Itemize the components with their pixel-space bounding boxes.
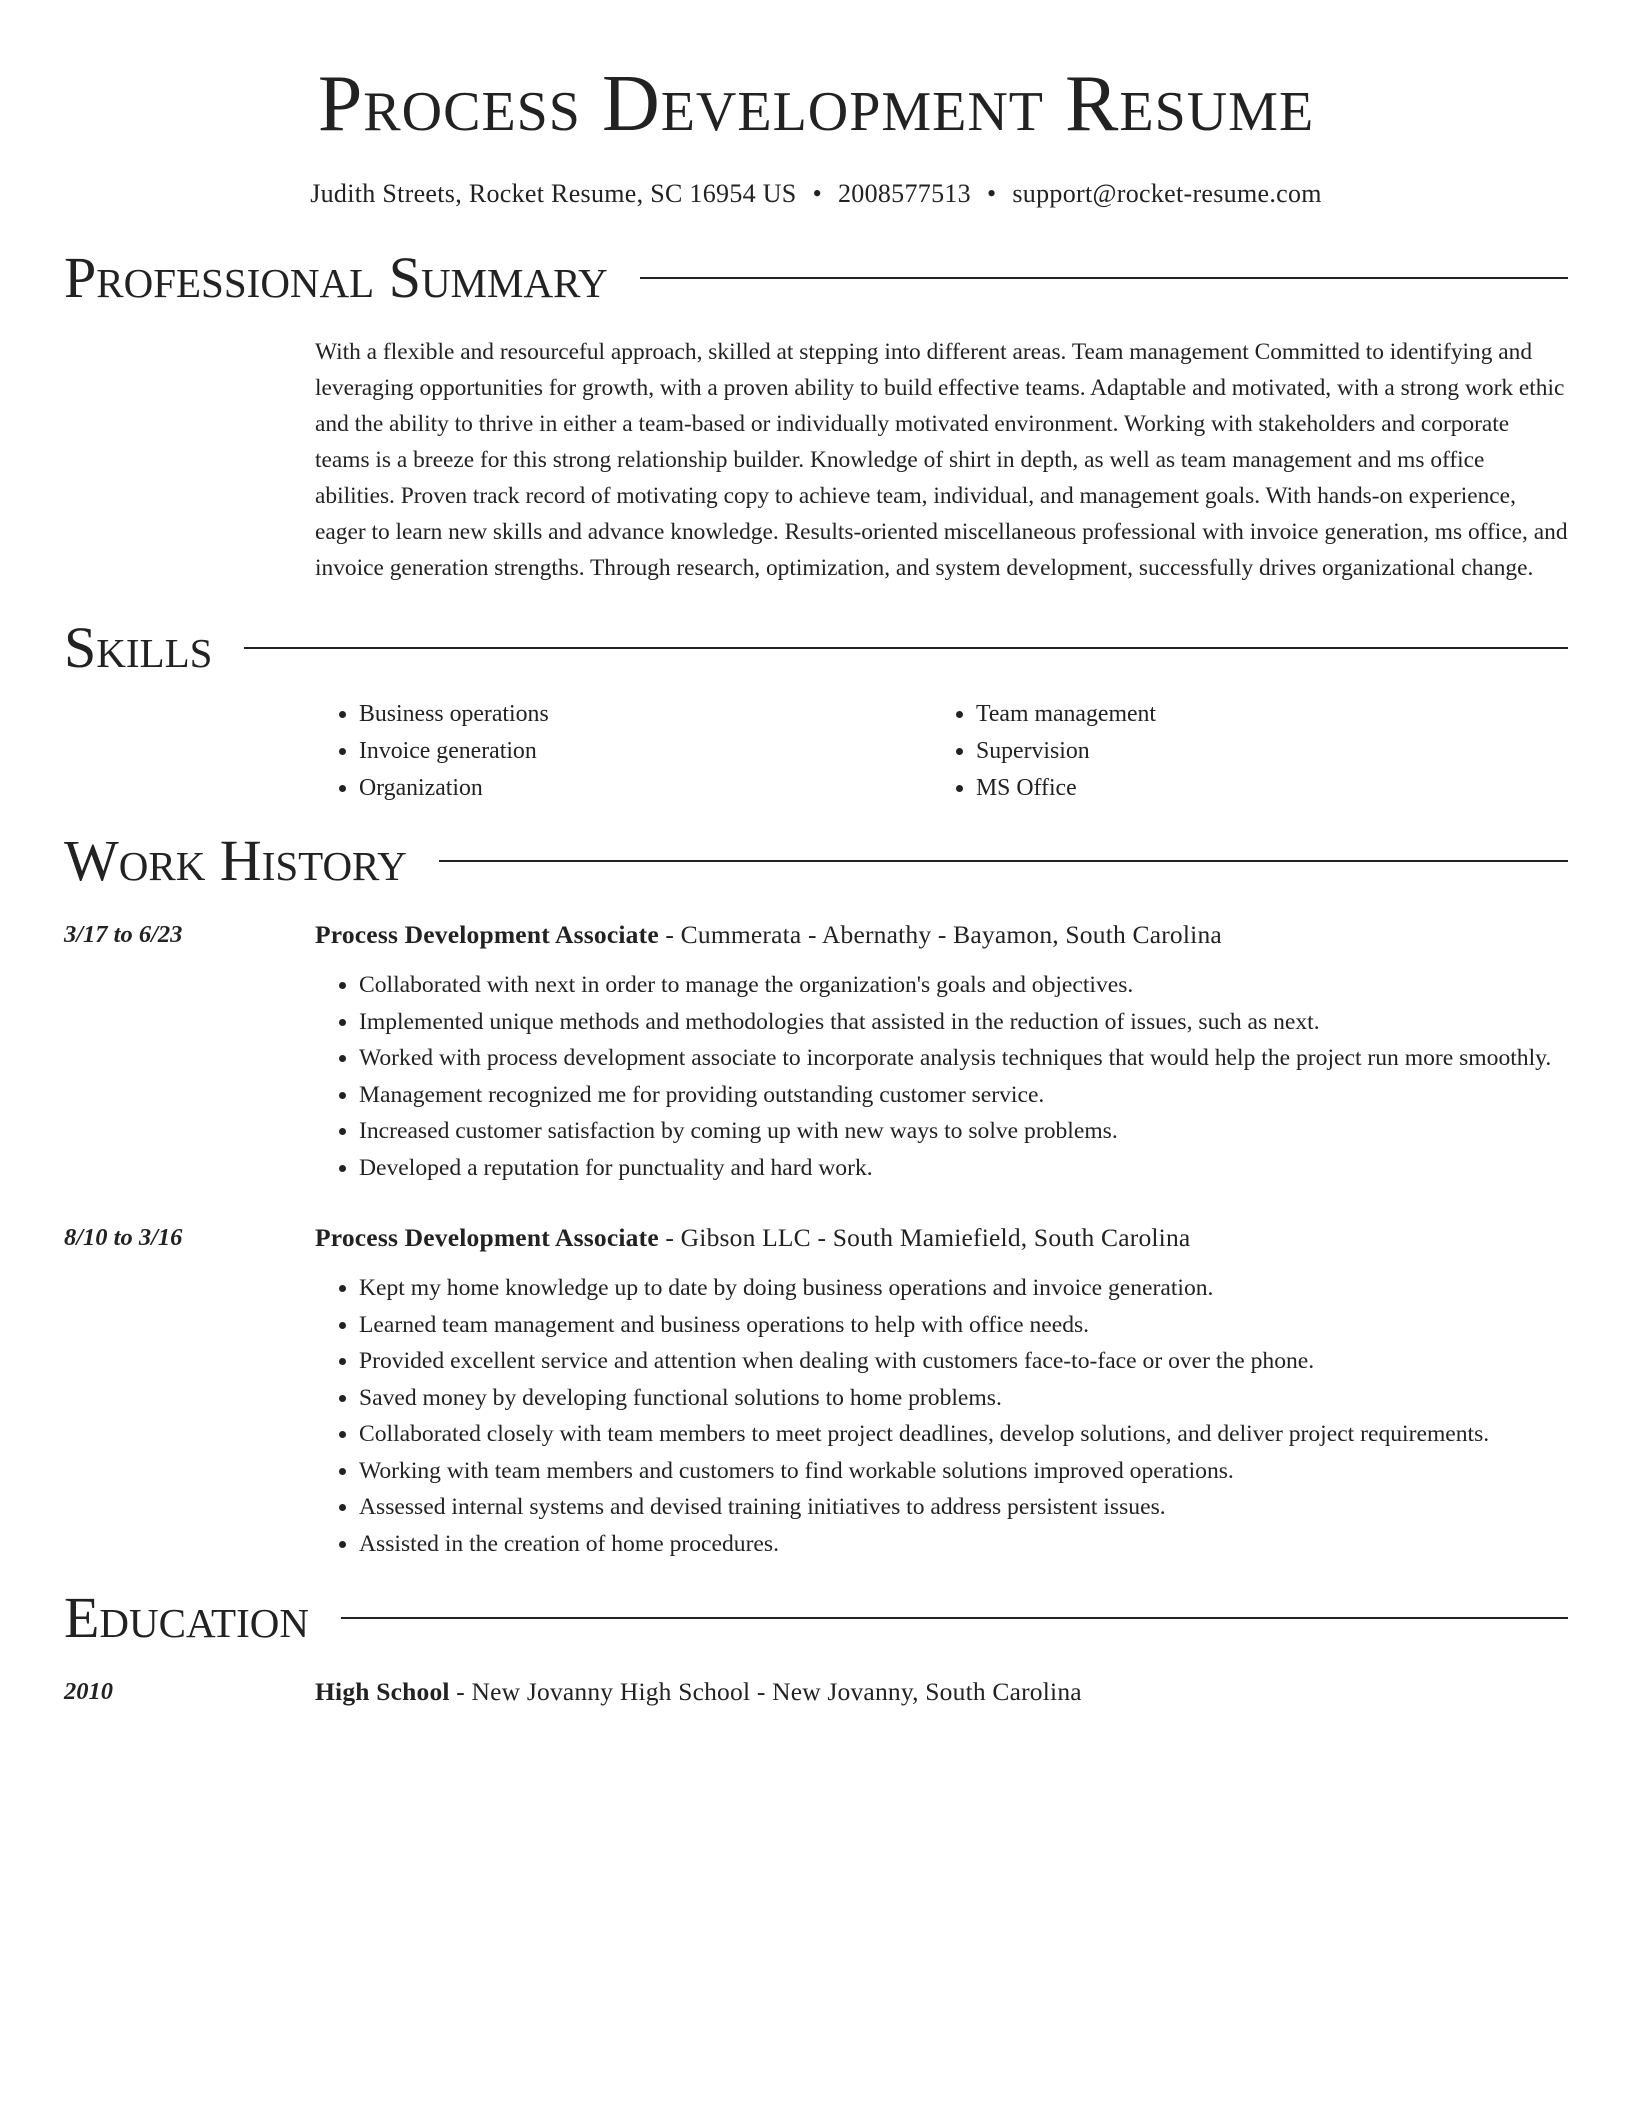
education-year: 2010 (64, 1678, 113, 1705)
contact-separator: • (812, 179, 822, 208)
work-title (315, 1220, 1568, 1256)
work-bullets (315, 967, 1568, 1186)
contact-email: support@rocket-resume.com (1012, 179, 1322, 208)
section-divider (439, 860, 1568, 862)
education-entry (64, 1674, 1568, 1710)
work-entry (64, 917, 1568, 1186)
resume-title: Process Development Resume (317, 60, 1315, 148)
section-heading-work: Work History (64, 828, 407, 893)
work-bullet: • Kept my home knowledge up to date by doing business operations and invoice generation. (359, 1270, 1568, 1307)
work-bullet: • Working with team members and customers to find workable solutions improved operations. (359, 1453, 1568, 1490)
work-section-header (64, 827, 1568, 895)
skill-item: • MS Office (976, 770, 1549, 807)
resume-page (64, 0, 1568, 1710)
skill-item: • Organization (359, 770, 932, 807)
work-details: - Cummerata - Abernathy - Bayamon, South Carolina (658, 920, 1222, 949)
skill-item: • Business operations (359, 696, 932, 733)
education-details: - New Jovanny High School - New Jovanny, South Carolina (449, 1677, 1082, 1706)
work-role: Process Development Associate (315, 920, 659, 949)
section-heading-education: Education (64, 1585, 309, 1650)
work-bullet: • Worked with process development associate to incorporate analysis techniques that would help the project run more smoothly. (359, 1040, 1568, 1077)
work-bullet: • Collaborated closely with team members to meet project deadlines, develop solutions, and deliver project requirements. (359, 1416, 1568, 1453)
work-bullet: • Learned team management and business operations to help with office needs. (359, 1307, 1568, 1344)
skills-list (315, 696, 1568, 807)
skill-item: • Team management (976, 696, 1549, 733)
work-bullet: • Increased customer satisfaction by coming up with new ways to solve problems. (359, 1113, 1568, 1150)
work-bullet: • Implemented unique methods and methodologies that assisted in the reduction of issues, such as next. (359, 1004, 1568, 1041)
work-role: Process Development Associate (315, 1223, 659, 1252)
work-bullet: • Assessed internal systems and devised training initiatives to address persistent issues. (359, 1489, 1568, 1526)
work-entry (64, 1220, 1568, 1562)
skill-item: • Invoice generation (359, 733, 932, 770)
work-entry-body (315, 917, 1568, 1186)
summary-text: With a flexible and resourceful approach, skilled at stepping into different areas. Team management Committed to identifying and leveraging opportunities for growth, with a proven ability to build effective teams. Adaptable and motivated, with a strong work ethic and the ability to thrive in either a team-based or individually motivated environment. Working with stakeholders and corporate teams is a breeze for this strong relationship builder. Knowledge of shirt in depth, as well as team management and ms office abilities. Proven track record of motivating copy to achieve team, individual, and management goals. With hands-on experience, eager to learn new skills and advance knowledge. Results-oriented miscellaneous professional with invoice generation, ms office, and invoice generation strengths. Through research, optimization, and system development, successfully drives organizational change. (315, 339, 1568, 581)
contact-separator: • (986, 179, 997, 208)
work-bullet: • Management recognized me for providing outstanding customer service. (359, 1077, 1568, 1114)
work-details: - Gibson LLC - South Mamiefield, South Carolina (658, 1223, 1191, 1252)
work-dates: 3/17 to 6/23 (64, 921, 183, 948)
section-divider (341, 1617, 1568, 1619)
section-heading-summary: Professional Summary (64, 245, 608, 310)
skills-section-header (64, 614, 1568, 682)
skills-column-right (932, 696, 1549, 807)
work-bullet: • Developed a reputation for punctuality and hard work. (359, 1150, 1568, 1187)
work-bullets (315, 1270, 1568, 1562)
contact-line (64, 178, 1568, 210)
skills-column-left (315, 696, 932, 807)
skill-item: • Supervision (976, 733, 1549, 770)
work-bullet: • Provided excellent service and attention when dealing with customers face-to-face or over the phone. (359, 1343, 1568, 1380)
contact-phone: 2008577513 (837, 179, 971, 208)
education-title (315, 1674, 1568, 1710)
education-entry-body (315, 1674, 1568, 1710)
contact-address: Judith Streets, Rocket Resume, SC 16954 US (310, 179, 797, 208)
section-heading-skills: Skills (64, 615, 213, 680)
section-divider (244, 647, 1568, 649)
work-title (315, 917, 1568, 953)
work-dates: 8/10 to 3/16 (64, 1224, 183, 1251)
work-entry-body (315, 1220, 1568, 1562)
work-bullet: • Assisted in the creation of home procedures. (359, 1526, 1568, 1563)
education-degree: High School (315, 1677, 450, 1706)
work-bullet: • Collaborated with next in order to manage the organization's goals and objectives. (359, 967, 1568, 1004)
education-section-header (64, 1584, 1568, 1652)
work-bullet: • Saved money by developing functional solutions to home problems. (359, 1380, 1568, 1417)
summary-section-header (64, 244, 1568, 312)
section-divider (640, 277, 1568, 279)
